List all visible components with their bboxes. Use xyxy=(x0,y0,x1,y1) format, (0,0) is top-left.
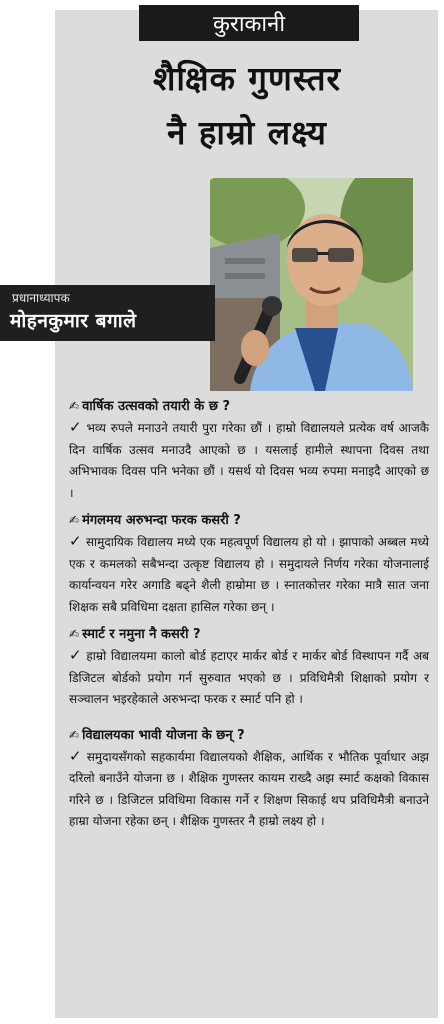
pen-icon: ✍ xyxy=(69,627,80,641)
question: ✍ वार्षिक उत्सवको तयारी के छ ? xyxy=(69,399,231,414)
name-banner xyxy=(0,285,215,341)
column-title-band xyxy=(139,5,359,41)
pen-icon: ✍ xyxy=(69,399,80,413)
qa-item xyxy=(69,396,429,504)
question: ✍ स्मार्ट र नमुना नै कसरी ? xyxy=(69,627,201,642)
qa-item xyxy=(69,624,429,711)
qa-item xyxy=(69,725,429,833)
interview-content xyxy=(69,396,429,839)
interviewee-name: मोहनकुमार बगाले xyxy=(10,310,137,332)
headline xyxy=(62,52,432,160)
answer: ✓ सामुदायिक विद्यालय मध्ये एक महत्वपूर्ण विद्यालय हो यो । झापाको अब्बल मध्ये एक र कमलको सबैभन्दा उत्कृष्ट विद्यालय हो । समुदायले निर्णय गरेका योजनालाई कार्यान्वयन गरेर अगाडि बढ्ने शैली हाम्रोमा छ । स्नातकोत्तर गरेका मात्रै सात जना शिक्षक सबै प्रविधिमा दक्षता हासिल गरेका छन् । xyxy=(69,532,430,614)
question: ✍ विद्यालयका भावी योजना के छन् ? xyxy=(69,727,245,743)
check-icon: ✓ xyxy=(69,746,83,765)
answer: ✓ समुदायसँगको सहकार्यमा विद्यालयको शैक्षिक, आर्थिक र भौतिक पूर्वाधार अझ दरिलो बनाउँने योजना छ । शैक्षिक गुणस्तर कायम राख्दै अझ स्मार्ट कक्षको विकास गरिने छ । डिजिटल प्रविधिमा विकास गर्ने र शिक्षण सिकाई थप प्रविधिमैत्री बनाउने हाम्रा योजना रहेका छन् । शैक्षिक गुणस्तर नै हाम्रो लक्ष्य हो । xyxy=(69,746,429,828)
answer: ✓ भव्य रुपले मनाउने तयारी पुरा गरेका छौं । हाम्रो विद्यालयले प्रत्येक वर्ष आजकै दिन वार्षिक उत्सव मनाउदै आएको छ । यसलाई हामीले स्थापना दिवस तथा अभिभावक दिवस पनि भनेका छौं । यसर्थ यो दिवस भव्य रुपमा मनाइदै आएको छ । xyxy=(69,418,429,500)
check-icon: ✓ xyxy=(69,532,82,550)
headline-line-2: नै हाम्रो लक्ष्य xyxy=(167,113,327,152)
answer: ✓ हाम्रो विद्यालयमा कालो बोर्ड हटाएर मार्कर बोर्ड र मार्कर बोर्ड विस्थापन गर्दै अब डिजिटल बोर्डको प्रयोग गर्न सुरुवात भएको छ । प्रविधिमैत्री शिक्षाको प्रयोग र सञ्चालन भइरहेकाले अरुभन्दा फरक र स्मार्ट पनि हो । xyxy=(69,646,429,706)
qa-item xyxy=(69,510,429,618)
column-title: कुराकानी xyxy=(212,12,286,37)
check-icon: ✓ xyxy=(69,418,83,436)
interviewee-role: प्रधानाध्यापक xyxy=(12,291,70,305)
pen-icon: ✍ xyxy=(69,727,80,742)
check-icon: ✓ xyxy=(69,646,83,664)
question: ✍ मंगलमय अरुभन्दा फरक कसरी ? xyxy=(69,513,241,528)
interviewee-photo xyxy=(210,178,413,391)
headline-line-1: शैक्षिक गुणस्तर xyxy=(152,59,342,98)
pen-icon: ✍ xyxy=(69,513,80,527)
